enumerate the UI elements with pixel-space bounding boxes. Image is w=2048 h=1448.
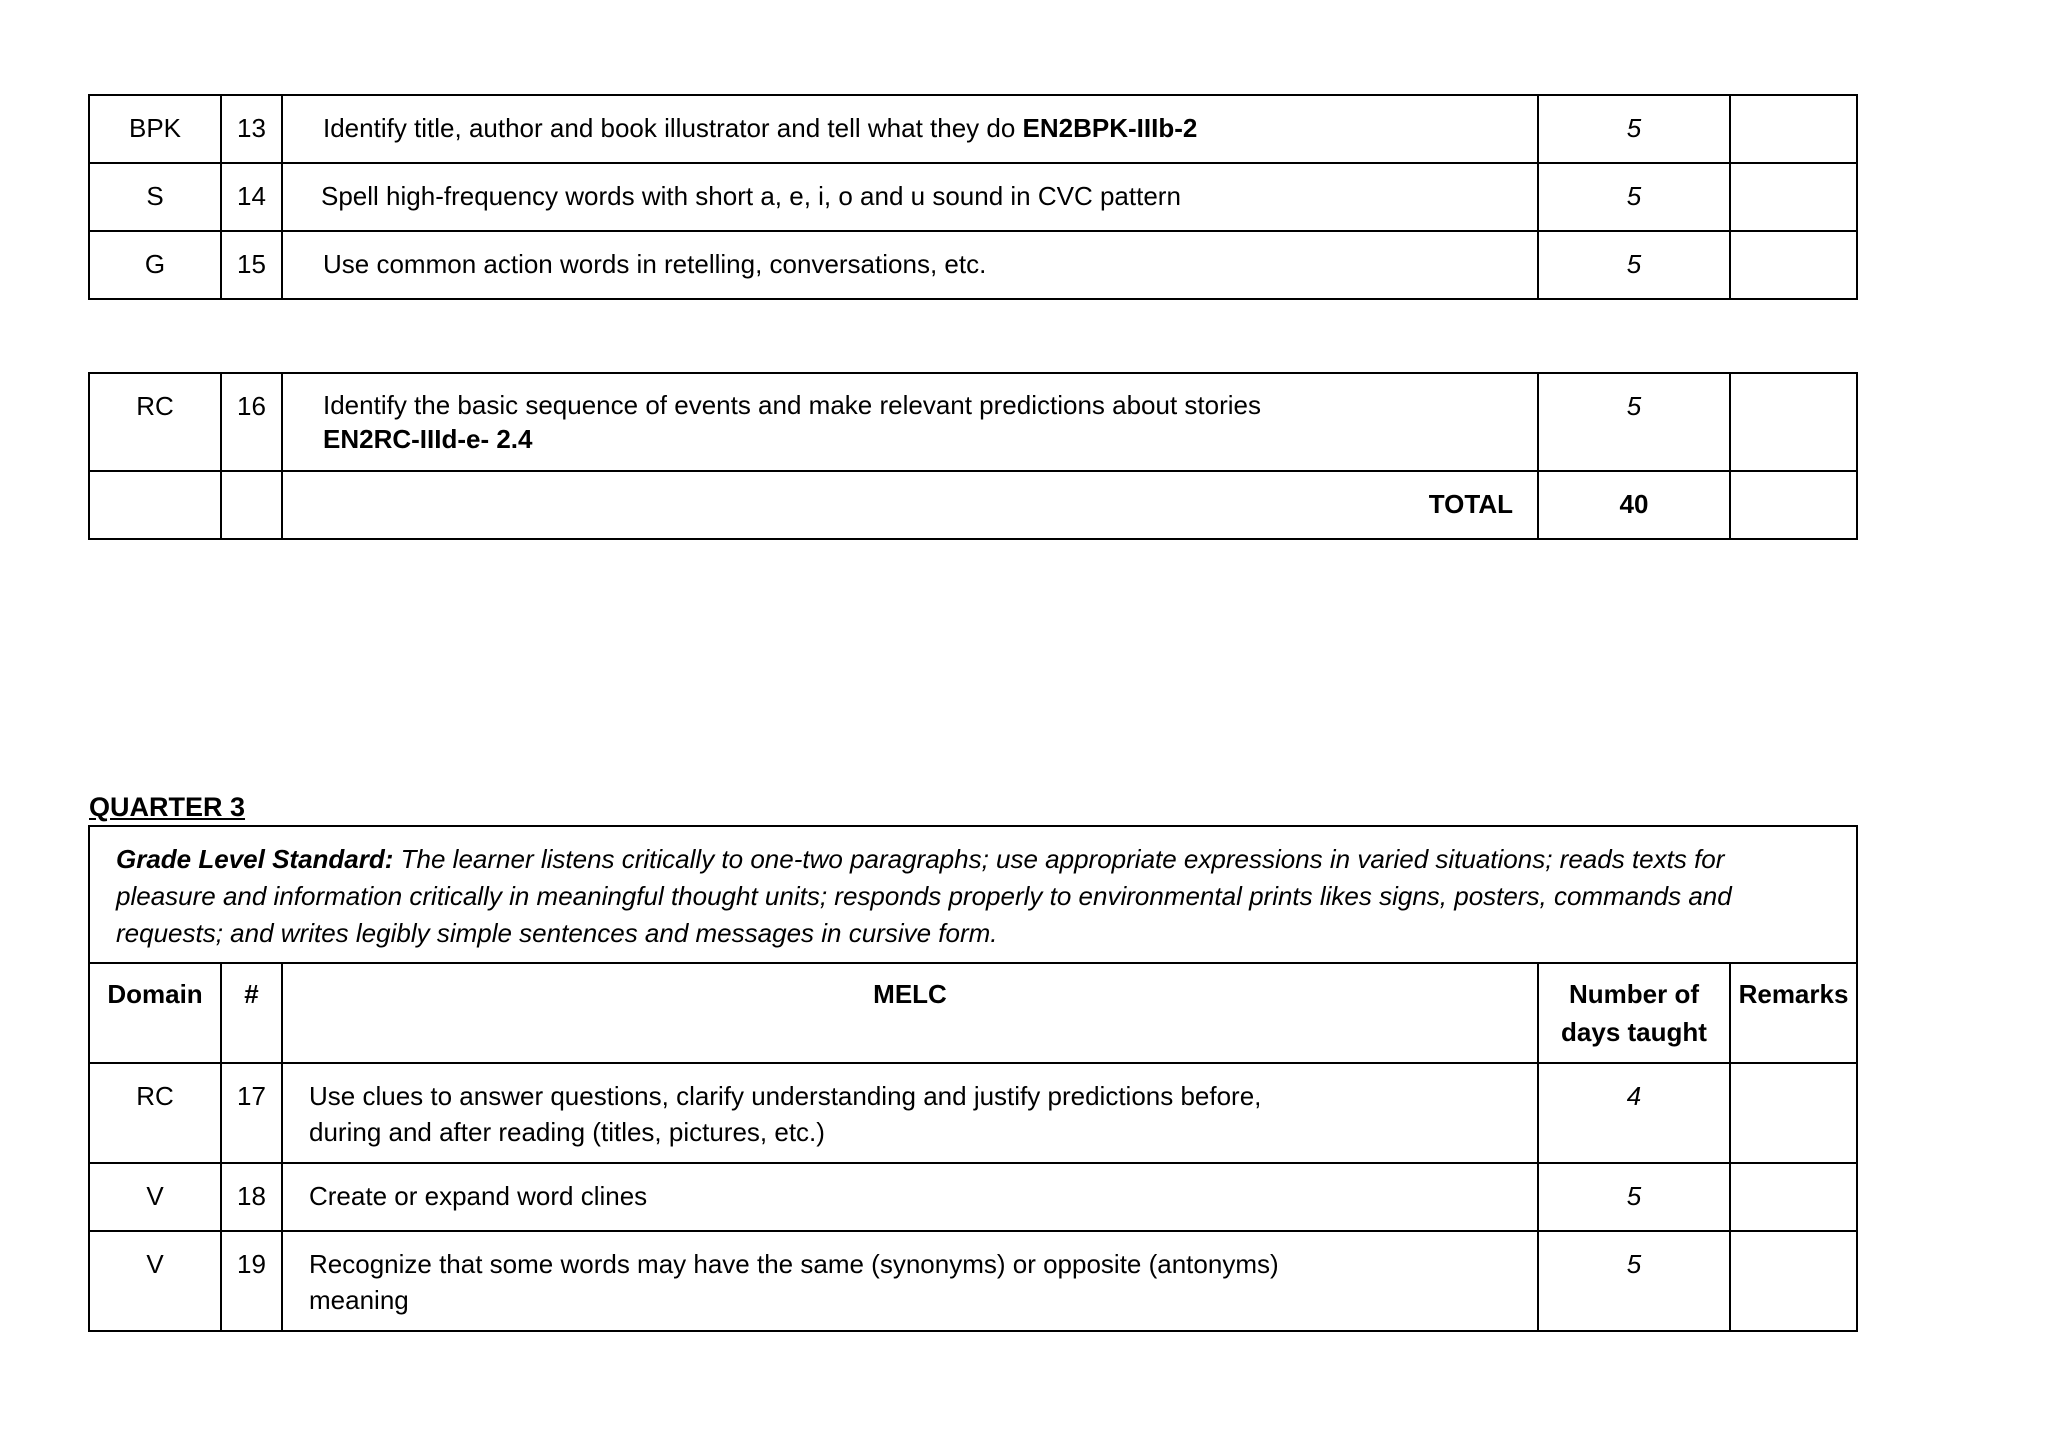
domain-cell: BPK — [89, 95, 221, 163]
days-cell: 4 — [1538, 1063, 1730, 1163]
days-cell: 5 — [1538, 95, 1730, 163]
domain-cell: V — [89, 1163, 221, 1231]
number-cell: 13 — [221, 95, 282, 163]
total-row — [89, 471, 1857, 539]
empty-cell — [89, 471, 221, 539]
number-cell: 17 — [221, 1063, 282, 1163]
grade-level-standard — [89, 826, 1857, 963]
days-cell: 5 — [1538, 1163, 1730, 1231]
melc-cell: Recognize that some words may have the same (synonyms) or opposite (antonyms) meaning — [282, 1231, 1538, 1331]
domain-cell: G — [89, 231, 221, 299]
table-row — [89, 231, 1857, 299]
table-row — [89, 1063, 1857, 1163]
total-label: TOTAL — [282, 471, 1538, 539]
melc-table-total — [88, 372, 1858, 540]
melc-cell: Use clues to answer questions, clarify understanding and justify predictions before, during and after reading (titles, pictures, etc.) — [282, 1063, 1538, 1163]
header-remarks: Remarks — [1730, 963, 1857, 1063]
melc-code: EN2RC-IIId-e- 2.4 — [323, 424, 533, 454]
domain-cell: S — [89, 163, 221, 231]
number-cell: 18 — [221, 1163, 282, 1231]
number-cell: 19 — [221, 1231, 282, 1331]
remarks-cell — [1730, 163, 1857, 231]
table-header-row — [89, 963, 1857, 1063]
melc-cell: Spell high-frequency words with short a, e, i, o and u sound in CVC pattern — [282, 163, 1538, 231]
table-row — [89, 1163, 1857, 1231]
number-cell: 16 — [221, 373, 282, 471]
domain-cell: V — [89, 1231, 221, 1331]
empty-cell — [221, 471, 282, 539]
days-cell: 5 — [1538, 373, 1730, 471]
remarks-cell — [1730, 95, 1857, 163]
melc-text: Identify the basic sequence of events and make relevant predictions about stories — [323, 390, 1262, 420]
days-cell: 5 — [1538, 231, 1730, 299]
days-cell: 5 — [1538, 1231, 1730, 1331]
melc-cell — [282, 95, 1538, 163]
header-number: # — [221, 963, 282, 1063]
number-cell: 15 — [221, 231, 282, 299]
melc-text: Identify title, author and book illustrator and tell what they do — [323, 113, 1023, 143]
table-row — [89, 1231, 1857, 1331]
number-cell: 14 — [221, 163, 282, 231]
domain-cell: RC — [89, 1063, 221, 1163]
empty-cell — [1730, 471, 1857, 539]
melc-cell: Use common action words in retelling, conversations, etc. — [282, 231, 1538, 299]
remarks-cell — [1730, 231, 1857, 299]
table-row — [89, 373, 1857, 471]
header-days-taught: Number of days taught — [1538, 963, 1730, 1063]
remarks-cell — [1730, 1163, 1857, 1231]
melc-table-continued — [88, 94, 1858, 300]
remarks-cell — [1730, 373, 1857, 471]
remarks-cell — [1730, 1063, 1857, 1163]
standard-label: Grade Level Standard: — [116, 844, 394, 874]
table-row — [89, 95, 1857, 163]
melc-cell: Create or expand word clines — [282, 1163, 1538, 1231]
table-row — [89, 163, 1857, 231]
header-domain: Domain — [89, 963, 221, 1063]
days-cell: 5 — [1538, 163, 1730, 231]
total-value: 40 — [1538, 471, 1730, 539]
standard-row — [89, 826, 1857, 963]
melc-code: EN2BPK-IIIb-2 — [1022, 113, 1198, 143]
melc-cell — [282, 373, 1538, 471]
header-melc: MELC — [282, 963, 1538, 1063]
quarter-title: QUARTER 3 — [89, 792, 246, 822]
remarks-cell — [1730, 1231, 1857, 1331]
standard-text: The learner listens critically to one-two paragraphs; use appropriate expressions in varied situations; reads texts for pleasure and information critically in meaningful thought units; responds properly to environmental prints likes signs, posters, commands and requests; and writes legibly simple sentences and messages in cursive form. — [116, 844, 1732, 948]
domain-cell: RC — [89, 373, 221, 471]
quarter3-melc-table — [88, 825, 1858, 1332]
